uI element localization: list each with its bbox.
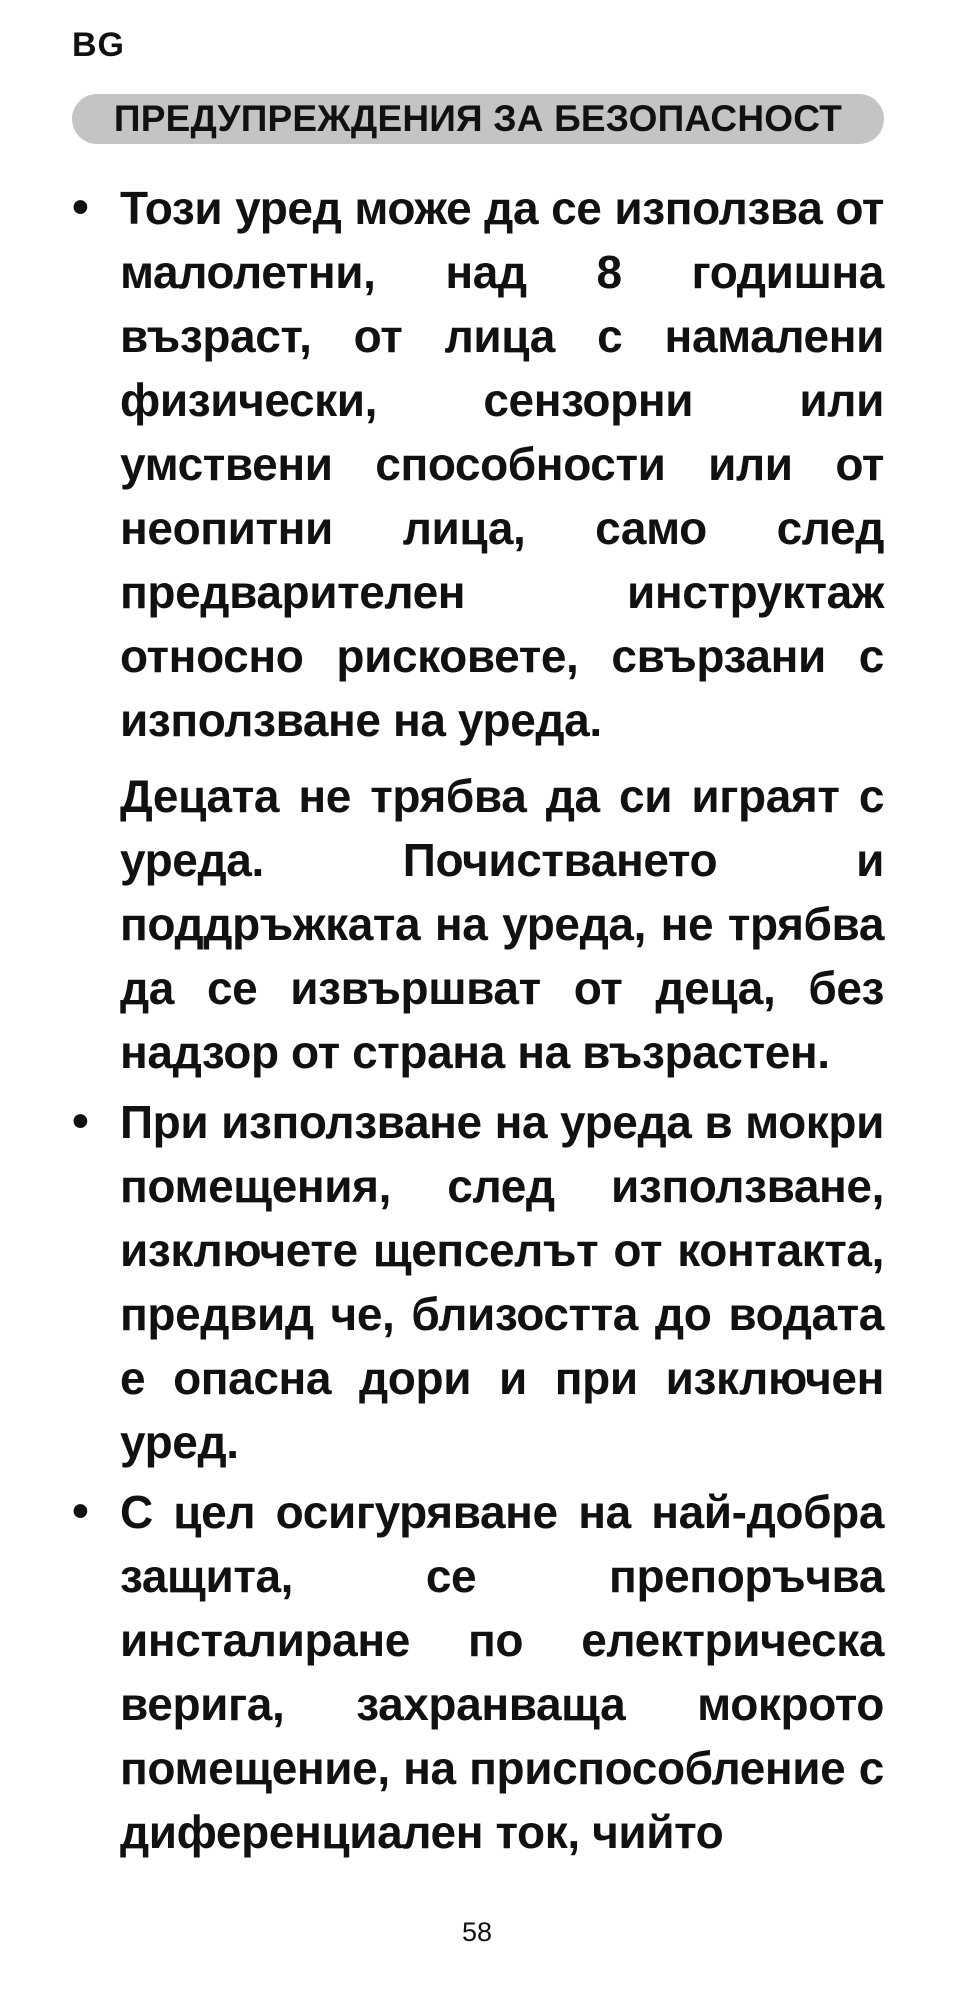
paragraph: При използване на уреда в мокри помещения, след използване, изключете щепселът от контакта, предвид че, близостта до водата е опасна дори и при изключен уред. (120, 1096, 884, 1468)
paragraph: Този уред може да се използва от малолетни, над 8 годишна възраст, от лица с намалени физически, сензорни или умствени способности или от неопитни лица, само след предварителен инструктаж относно рисковете, свързани с използване на уреда. (120, 182, 884, 746)
section-title-banner: ПРЕДУПРЕЖДЕНИЯ ЗА БЕЗОПАСНОСТ (72, 94, 884, 144)
bullet-icon: • (72, 181, 89, 234)
safety-warnings-list (72, 176, 884, 1864)
bullet-icon: • (72, 1485, 89, 1538)
bullet-icon: • (72, 1095, 89, 1148)
paragraph: Децата не трябва да си играят с уреда. Почистването и поддръжката на уреда, не трябва да се извършват от деца, без надзор от страна на възрастен. (120, 770, 884, 1078)
list-item (72, 176, 884, 1084)
list-item (72, 1090, 884, 1474)
list-item (72, 1480, 884, 1864)
paragraph: С цел осигуряване на най-добра защита, се препоръчва инсталиране по електрическа верига, захранваща мокрото помещение, на приспособление с диференциален ток, чийто (120, 1486, 884, 1858)
language-code: BG (72, 26, 125, 64)
page-number: 58 (461, 1917, 493, 1947)
